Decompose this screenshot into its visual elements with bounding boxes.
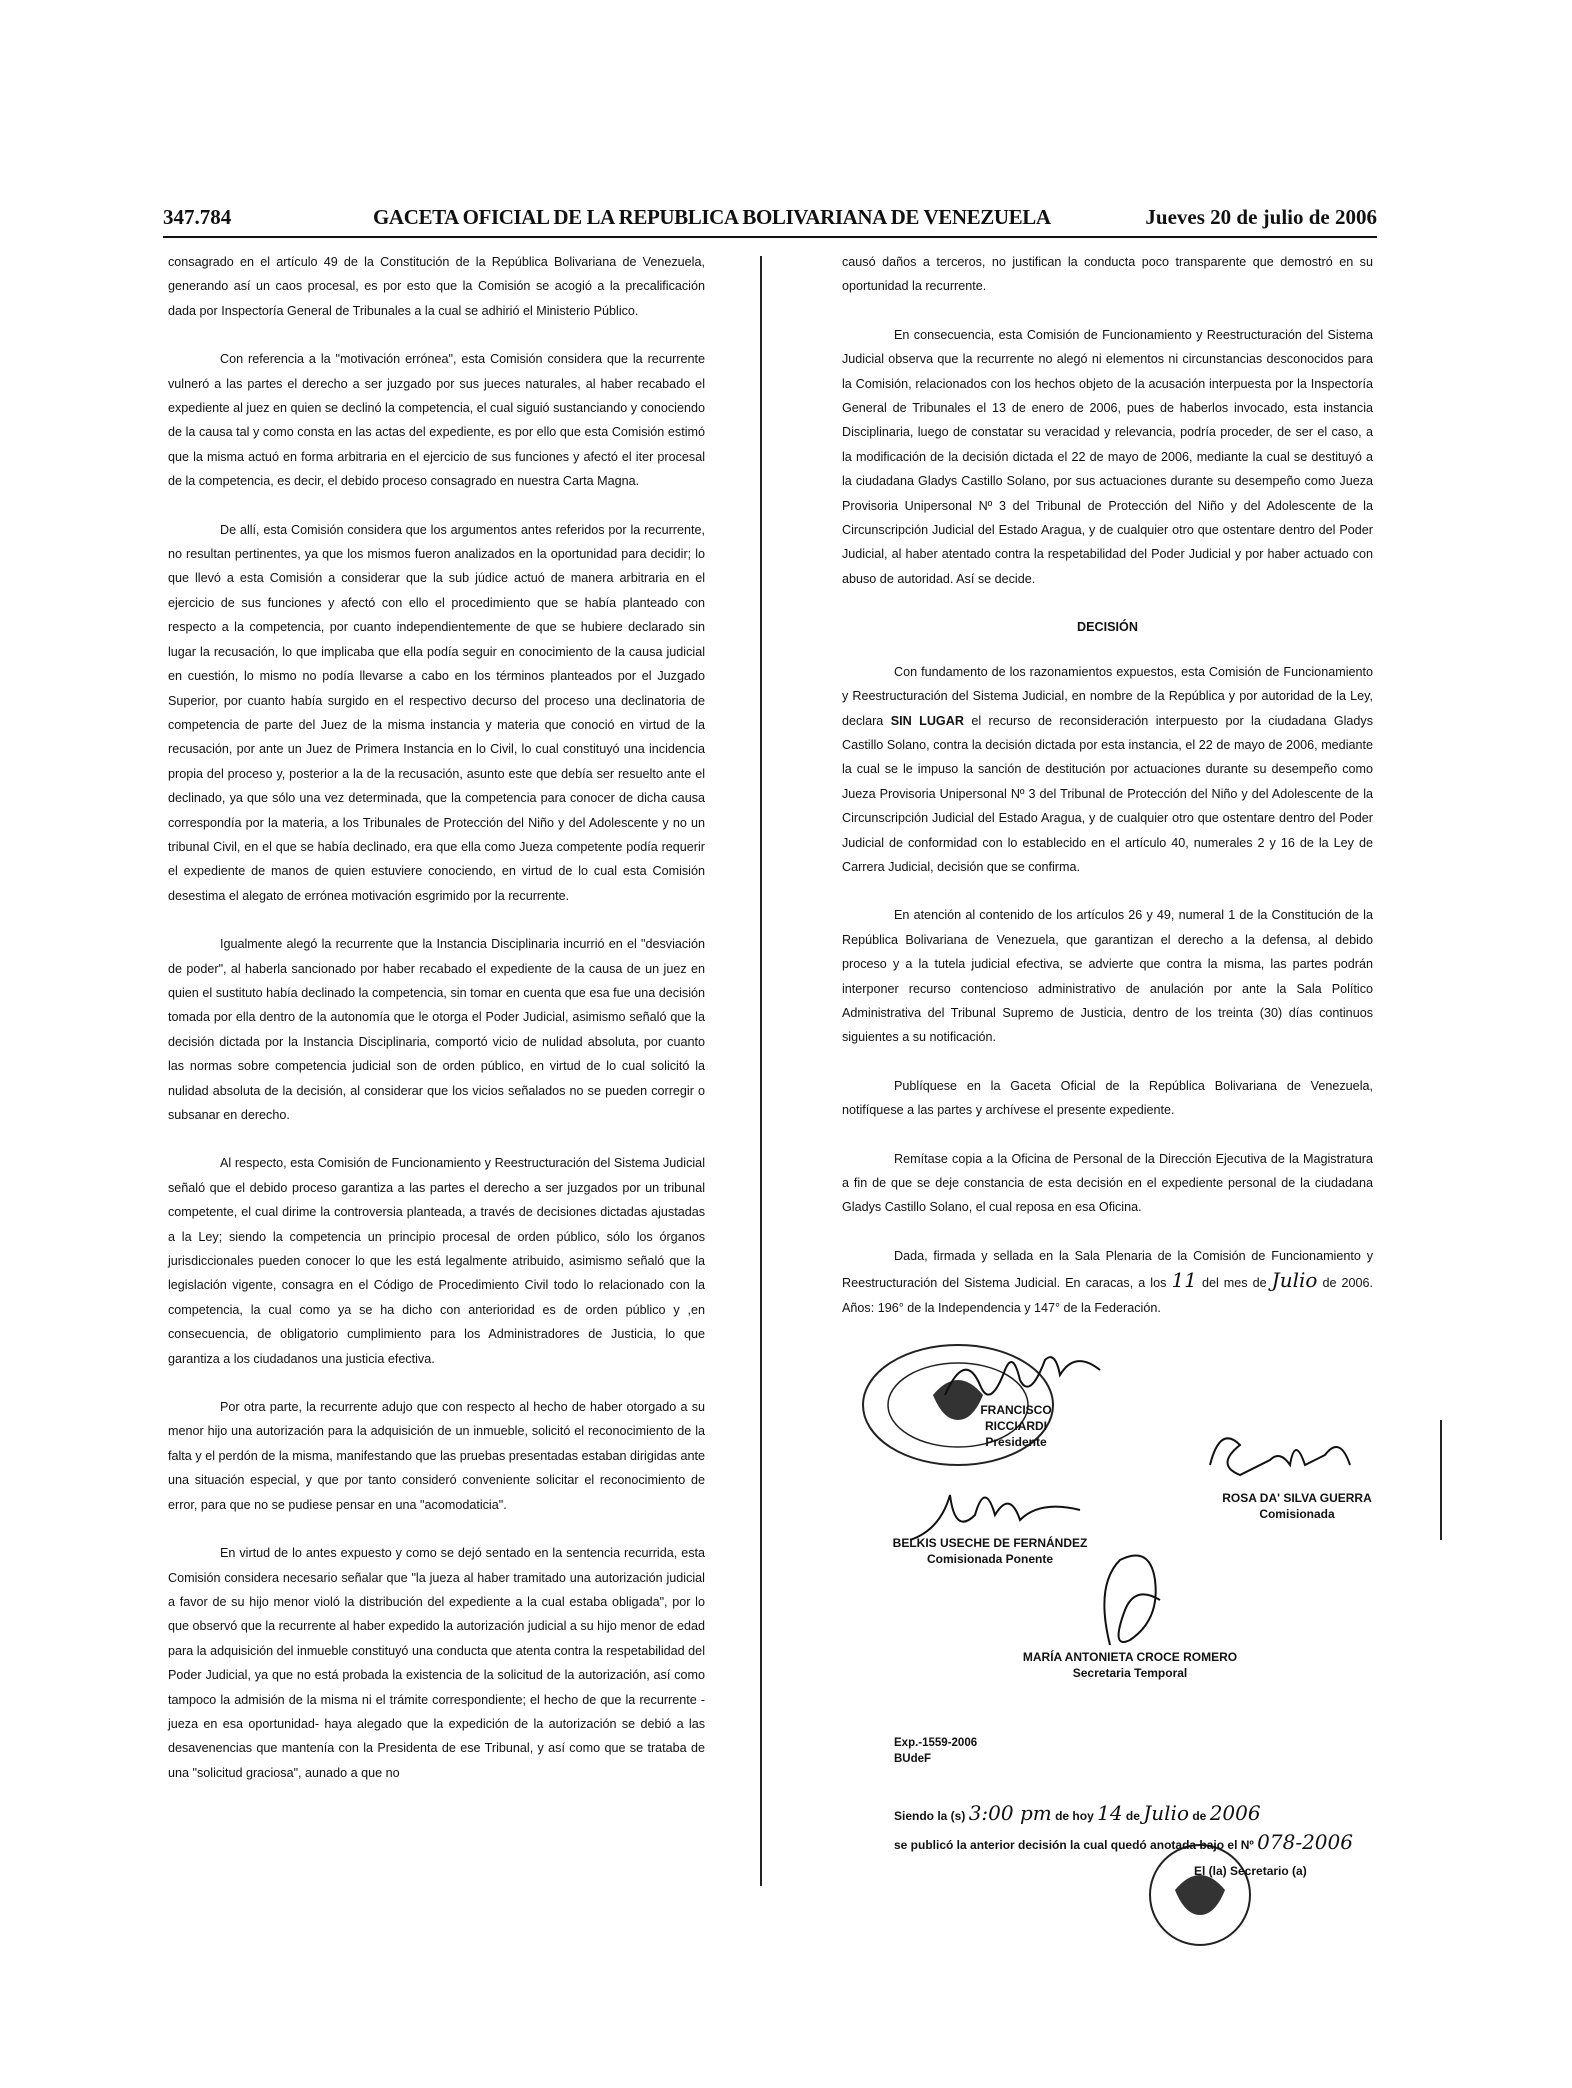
paragraph: Publíquese en la Gaceta Oficial de la República Bolivariana de Venezuela, notifíquese a las partes y archívese el presente expediente. <box>842 1078 1373 1118</box>
text-run: de 2006. Años: 196° de la Independencia y 147° de la Federación. <box>842 1276 1374 1315</box>
paragraph: causó daños a terceros, no justifican la conducta poco transparente que demostró en su oportunidad la recurrente. <box>842 255 1373 294</box>
file-initials: BUdeF <box>894 1753 932 1765</box>
paragraph: En atención al contenido de los artículos 26 y 49, numeral 1 de la Constitución de la República Bolivariana de Venezuela, que garantizan el derecho a la defensa, al debido proceso y a la tutela judicial efectiva, se advierte que contra la misma, las partes podrán interponer recurso contencioso administrativo de anulación por ante la Sala Político Administrativa del Tribunal Supremo de Justicia, dentro de los treinta (30) días continuos siguientes a su notificación. <box>842 908 1373 1045</box>
text-run: de <box>1192 1809 1207 1823</box>
paragraph: Al respecto, esta Comisión de Funcionamiento y Reestructuración del Sistema Judicial señaló que el debido proceso garantiza a las partes el derecho a ser juzgados por un tribunal competente, el cual dirime la controversia planteada, a través de decisiones dictadas ajustadas a la Ley; siendo la competencia un principio procesal de orden público, sólo los órganos jurisdiccionales pueden conocer lo que les está legalmente atribuido, asimismo señaló que la legislación vigente, consagra en el Código de Procedimiento Civil todo lo relacionado con la competencia, la cual como ya se ha dicho con anterioridad es de orden público y ,en consecuencia, de obligatorio cumplimiento para los Administradores de Justicia, lo que garantiza a los ciudadanos una justicia efectiva. <box>168 1156 705 1366</box>
commissioner-name: ROSA DA' SILVA GUERRA <box>1222 1491 1372 1505</box>
page-number: 347.784 <box>163 205 232 229</box>
secretary-signature-block <box>1010 1649 1250 1681</box>
handwritten-day: 14 <box>1097 1801 1123 1825</box>
text-run: del mes de <box>1201 1276 1267 1291</box>
ponente-signature-block <box>880 1535 1100 1567</box>
paragraph: Igualmente alegó la recurrente que la Instancia Disciplinaria incurrió en el "desviación de poder", al haberla sancionado por haber recabado el expediente de la causa de un juez en quien el sustituto había declinado la competencia, sin tomar en cuenta que esa fue una decisión tomada por ella dentro de la autonomía que le otorga el Poder Judicial, asimismo señaló que la decisión dictada por la Instancia Disciplinaria, comportó vicio de nulidad absoluta, por cuanto las normas sobre competencia judicial son de orden público, en virtud de lo cual solicitó la nulidad absoluta de la decisión, al considerar que los vicios señalados no se pueden corregir o subsanar en derecho. <box>168 937 705 1122</box>
margin-mark <box>1440 1420 1442 1540</box>
text-run: se publicó la anterior decisión la cual quedó anotada bajo el Nº <box>894 1838 1254 1852</box>
ponente-role: Comisionada Ponente <box>926 1552 1054 1566</box>
handwritten-month: Julio <box>1271 1268 1318 1293</box>
gazette-header <box>163 205 1377 235</box>
text-run: el recurso de reconsideración interpuesto por la ciudadana Gladys Castillo Solano, contra la decisión dictada por esta instancia, el 22 de mayo de 2006, mediante la cual se le impuso la sanción de destitución por actuaciones durante su desempeño como Jueza Provisoria Unipersonal Nº 3 del Tribunal de Protección del Niño y del Adolescente de la Circunscripción Judicial del Estado Aragua, y de cualquier otro que ostentare dentro del Poder Judicial de conformidad con lo establecido en el artículo 40, numerales 2 y 16 de la Ley de Carrera Judicial, decisión que se confirma. <box>842 713 1374 874</box>
handwritten-day: 11 <box>1171 1268 1197 1293</box>
president-role: Presidente <box>985 1435 1047 1449</box>
text-run: de <box>1125 1809 1140 1823</box>
paragraph <box>842 1244 1373 1320</box>
paragraph: consagrado en el artículo 49 de la Constitución de la República Bolivariana de Venezuela, generando así un caos procesal, es por esto que la Comisión se acogió a la precalificación dada por Inspectoría General de Tribunales a la cual se adhirió el Ministerio Público. <box>168 255 705 318</box>
publication-line-2 <box>894 1829 1394 1858</box>
gazette-title: GACETA OFICIAL DE LA REPUBLICA BOLIVARIANA DE VENEZUELA <box>373 205 1051 229</box>
file-reference <box>894 1735 977 1767</box>
text-run: Con fundamento de los razonamientos expuestos, esta Comisión de Funcionamiento y Reestructuración del Sistema Judicial, en nombre de la República y por autoridad de la Ley, declara <box>842 664 1373 728</box>
text-run: Siendo la (s) <box>894 1809 966 1823</box>
paragraph: En virtud de lo antes expuesto y como se dejó sentado en la sentencia recurrida, esta Comisión considera necesario señalar que "la jueza al haber tramitado una autorización judicial a favor de su hijo menor violó la distribución del expediente a la cual estaba obligada", por lo que observó que la recurrente al haber expedido la autorización judicial a su hijo menor de edad para la adquisición del inmueble constituyó una conducta que atenta contra la respetabilidad del Poder Judicial, ya que no está probada la existencia de la solicitud de la autorización, así como tampoco la admisión de la misma ni el trámite correspondiente; el hecho de que la recurrente -jueza en esa oportunidad- haya alegado que la expedición de la autorización se debió a las desavenencias que mantenía con la Presidenta de ese Tribunal, y así como que se trataba de una "solicitud graciosa", aunado a que no <box>168 1546 705 1780</box>
publication-line-1 <box>894 1800 1394 1829</box>
text-run: Dada, firmada y sellada en la Sala Plenaria de la Comisión de Funcionamiento y Reestructuración del Sistema Judicial. En caracas, a los <box>842 1248 1373 1291</box>
paragraph: Remítase copia a la Oficina de Personal de la Dirección Ejecutiva de la Magistratura a fin de que se deje constancia de esta decisión en el expediente personal de la ciudadana Gladys Castillo Solano, el cual reposa en esa Oficina. <box>842 1151 1373 1215</box>
president-signature-block <box>956 1402 1076 1450</box>
handwritten-number: 078-2006 <box>1257 1830 1353 1854</box>
issue-date: Jueves 20 de julio de 2006 <box>1145 205 1377 229</box>
ruling: SIN LUGAR <box>890 713 964 728</box>
commissioner-signature-block <box>1202 1490 1392 1522</box>
paragraph <box>842 660 1373 880</box>
paragraph: De allí, esta Comisión considera que los argumentos antes referidos por la recurrente, no resultan pertinentes, ya que los mismos fueron analizados en la oportunidad para decidir; lo que llevó a esta Comisión a considerar que la sub júdice actuó de manera arbitraria en el ejercicio de sus funciones y afectó con ello el procedimiento que se había planteado con respecto a la competencia, por cuanto independientemente de que se hubiere declarado sin lugar la recusación, lo que implicaba que ella podía seguir en conocimiento de la causa judicial en cuestión, lo mismo no podía llevarse a cabo en los términos planteados por el Juzgado Superior, por cuanto había surgido en el respectivo decurso del proceso una declinatoria de competencia de parte del Juez de la misma instancia y materia que conoció en virtud de la recusación, por ante un Juez de Primera Instancia en lo Civil, lo cual constituyó una incidencia propia del proceso y, posterior a la de la recusación, asunto este que debía ser resuelto ante el declinado, ya que sólo una vez determinada, que la competencia para conocer de dicha causa correspondía por la materia, a los Tribunales de Protección del Niño y del Adolescente y no un tribunal Civil, en el que se había declinado, era que ella como Jueza competente podía requerir el expediente de manos de quien estuviere conociendo, en virtud de lo cual esta Comisión desestima el alegato de errónea motivación esgrimido por la recurrente. <box>168 522 705 903</box>
handwritten-time: 3:00 pm <box>968 1801 1052 1825</box>
president-name: FRANCISCO RICCIARDI <box>980 1403 1052 1433</box>
ponente-name: BELKIS USECHE DE FERNÁNDEZ <box>892 1536 1088 1550</box>
secretary-role: Secretaria Temporal <box>1072 1666 1188 1680</box>
commissioner-signature-icon <box>1200 1415 1380 1495</box>
text-run: de hoy <box>1055 1809 1094 1823</box>
column-divider <box>760 256 762 1886</box>
paragraph: Por otra parte, la recurrente adujo que con respecto al hecho de haber otorgado a su menor hijo una autorización para la adquisición de un inmueble, solicitó el reconocimiento de la falta y el perdón de la misma, manifestando que las pruebas presentadas estaban dirigidas ante una situación especial, y que por tanto consideró conveniente solicitar el reconocimiento de error, para que no se pudiese pensar en una "acomodaticia". <box>168 1400 705 1512</box>
paragraph: En consecuencia, esta Comisión de Funcionamiento y Reestructuración del Sistema Judicial observa que la recurrente no alegó ni elementos ni circunstancias desconocidos para la Comisión, relacionados con los hechos objeto de la acusación interpuesta por la Inspectoría General de Tribunales el 13 de enero de 2006, pues de haberlos invocado, esta instancia Disciplinaria, luego de constatar su veracidad y relevancia, podría proceder, de ser el caso, a la modificación de la decisión dictada el 22 de mayo de 2006, mediante la cual se destituyó a la ciudadana Gladys Castillo Solano, por sus actuaciones durante su desempeño como Jueza Provisoria Unipersonal Nº 3 del Tribunal de Protección del Niño y del Adolescente de la Circunscripción Judicial del Estado Aragua, y de cualquier otro que ostentare dentro del Poder Judicial, al haber atentado contra la respetabilidad del Poder Judicial y por haber actuado con abuso de autoridad. Así se decide. <box>842 327 1373 586</box>
decision-heading: DECISIÓN <box>1077 620 1138 635</box>
publication-line-3: El (la) Secretario (a) <box>1194 1864 1307 1878</box>
right-column <box>842 250 1373 1344</box>
secretary-signature-icon <box>1090 1545 1180 1655</box>
publication-note <box>894 1800 1394 1884</box>
paragraph: Con referencia a la "motivación errónea", esta Comisión considera que la recurrente vulneró a las partes el derecho a ser juzgado por sus jueces naturales, al haber recabado el expediente al juez en quien se declinó la competencia, el cual siguió sustanciando y conociendo de la causa tal y como consta en las actas del expediente, es por ello que esta Comisión estimó que la misma actuó en forma arbitraria en el ejercicio de sus funciones y afectó el iter procesal de la competencia, es decir, el debido proceso consagrado en nuestra Carta Magna. <box>168 352 705 489</box>
handwritten-month: Julio <box>1143 1801 1189 1825</box>
left-column <box>168 250 705 1809</box>
handwritten-year: 2006 <box>1209 1801 1261 1825</box>
file-number: Exp.-1559-2006 <box>894 1737 978 1749</box>
commissioner-role: Comisionada <box>1259 1507 1335 1521</box>
header-rule <box>163 236 1377 238</box>
secretary-name: MARÍA ANTONIETA CROCE ROMERO <box>1022 1650 1238 1664</box>
